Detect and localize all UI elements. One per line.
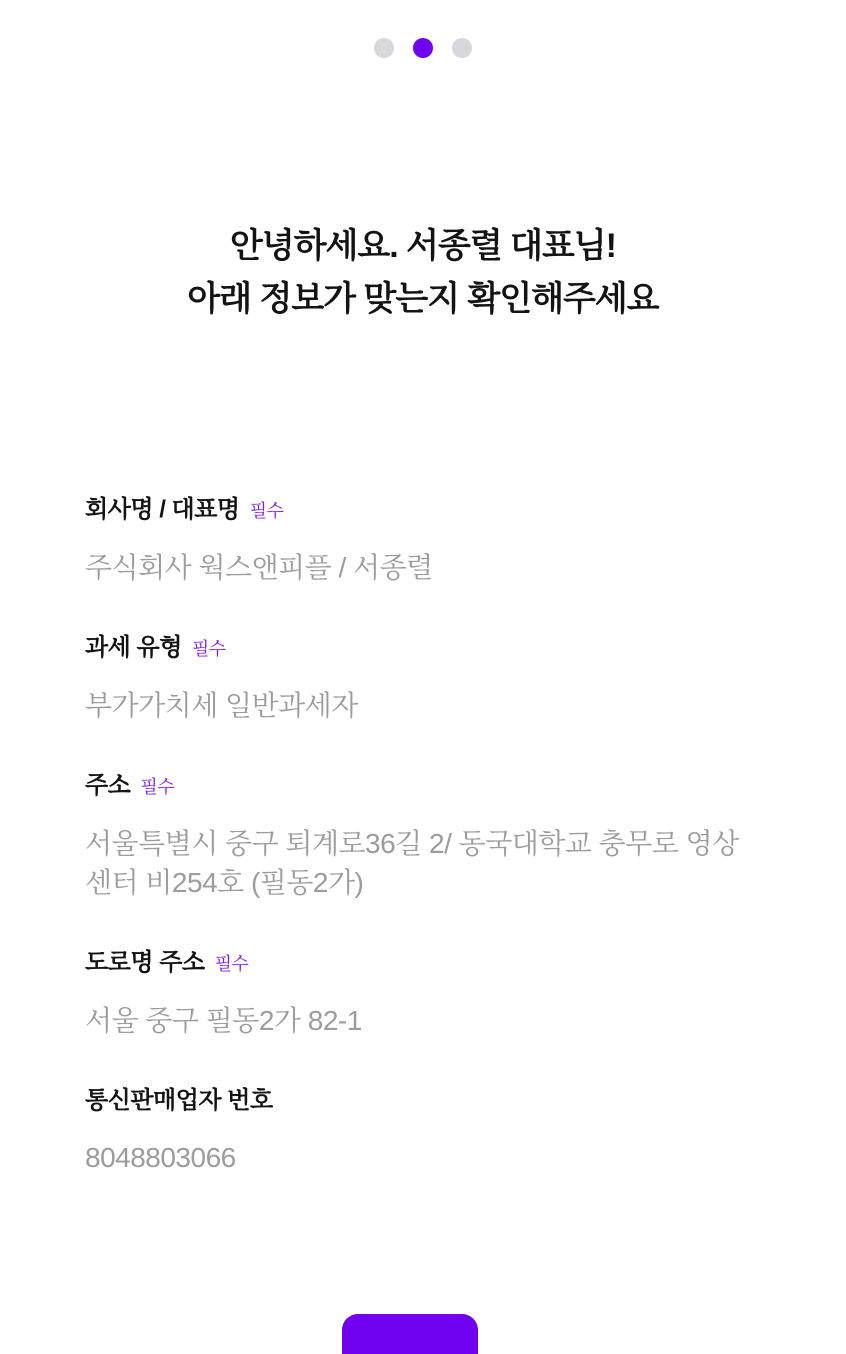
required-badge: 필수 xyxy=(249,501,284,521)
field-ecommerce-license-number-value: 8048803066 xyxy=(85,1142,236,1173)
field-road-address-label: 도로명 주소 xyxy=(85,949,205,976)
field-ecommerce-license-number-label: 통신판매업자 번호 xyxy=(85,1087,273,1114)
field-company-ceo-name-label: 회사명 / 대표명 xyxy=(85,496,240,523)
field-tax-type-value: 부가가치세 일반과세자 xyxy=(85,690,358,721)
field-address-label: 주소 xyxy=(85,772,131,799)
progress-dot-1 xyxy=(374,38,394,58)
field-tax-type-label: 과세 유형 xyxy=(85,634,182,661)
field-company-ceo-name xyxy=(85,498,761,587)
field-ecommerce-license-number xyxy=(85,1089,761,1177)
field-address xyxy=(85,774,761,902)
business-info-list xyxy=(85,498,761,1177)
field-address-value: 서울특별시 중구 퇴계로36길 2/ 동국대학교 충무로 영상센터 비254호 (필동2가) xyxy=(85,828,739,898)
page-title xyxy=(0,220,846,326)
field-tax-type xyxy=(85,636,761,725)
required-badge: 필수 xyxy=(191,639,226,659)
required-badge: 필수 xyxy=(214,954,249,974)
field-company-ceo-name-value: 주식회사 웍스앤피플 / 서종렬 xyxy=(85,552,433,583)
required-badge: 필수 xyxy=(140,777,175,797)
field-road-address-value: 서울 중구 필동2가 82-1 xyxy=(85,1005,362,1036)
page-title-line2: 아래 정보가 맞는지 확인해주세요 xyxy=(187,280,659,318)
page-title-line1: 안녕하세요. 서종렬 대표님! xyxy=(230,227,616,265)
field-road-address xyxy=(85,951,761,1040)
progress-indicator xyxy=(0,0,846,58)
next-button[interactable] xyxy=(342,1314,478,1354)
progress-dot-3 xyxy=(452,38,472,58)
progress-dot-2-active xyxy=(413,38,433,58)
